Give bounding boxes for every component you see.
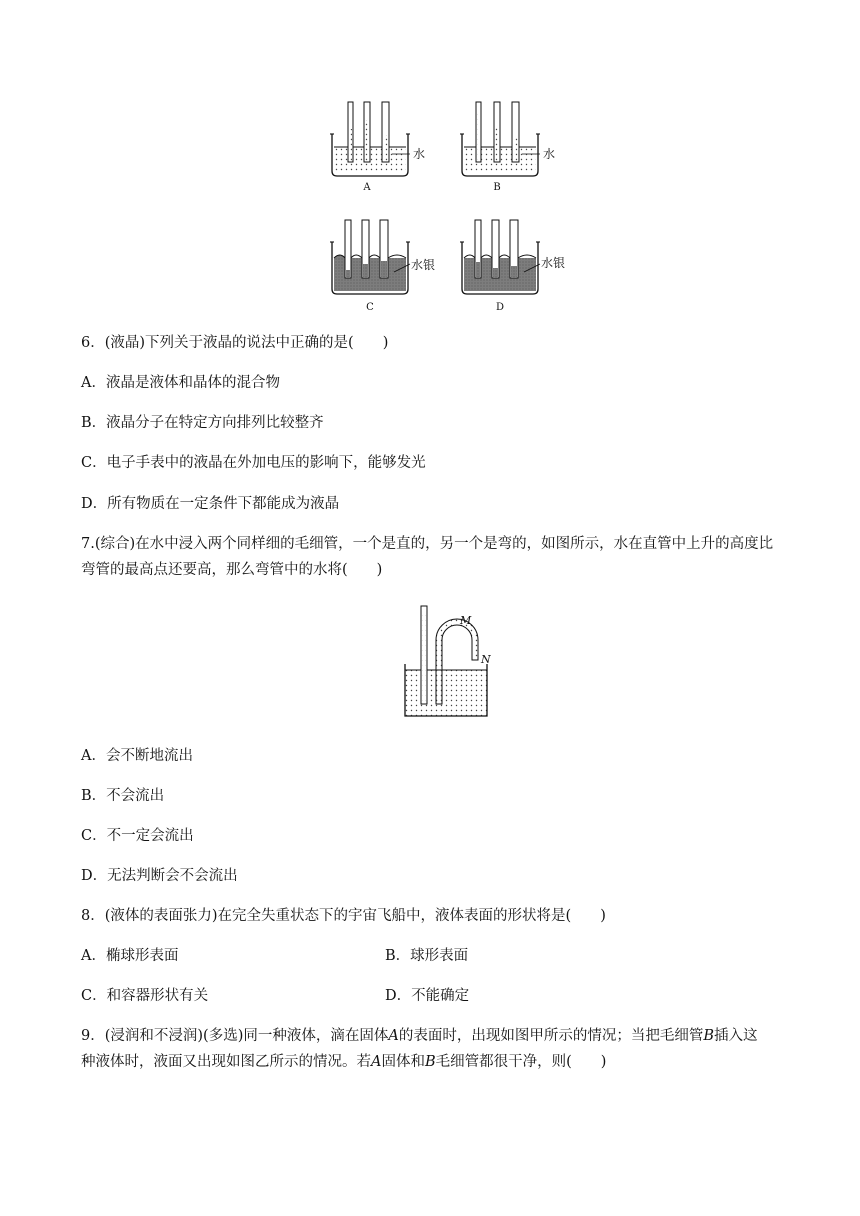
q7-option-d: D．无法判断会不会流出 — [81, 868, 238, 884]
q6-option-a: A．液晶是液体和晶体的混合物 — [81, 375, 280, 391]
q6-option-d: D．所有物质在一定条件下都能成为液晶 — [81, 496, 340, 512]
q7-stem-line2: 弯管的最高点还要高，那么弯管中的水将( ) — [81, 562, 383, 578]
q8-stem: 8．(液体的表面张力)在完全失重状态下的宇宙飞船中，液体表面的形状将是( ) — [81, 908, 606, 924]
panel-a-caption: A — [363, 182, 371, 193]
panel-c-caption: C — [366, 302, 374, 313]
panel-b — [460, 102, 555, 193]
q9-stem-line1 — [81, 1026, 758, 1046]
capillary-figure — [320, 98, 580, 318]
bent-tube-label-n: N — [481, 653, 491, 666]
bent-tube-figure-svg — [400, 604, 500, 722]
q8-option-b: B．球形表面 — [385, 948, 469, 964]
q9-var-b2: B — [424, 1054, 436, 1070]
q9-var-b: B — [703, 1028, 714, 1044]
panel-d — [460, 220, 565, 313]
q6-stem: 6．(液晶)下列关于液晶的说法中正确的是( ) — [81, 335, 389, 351]
q7-option-c: C．不一定会流出 — [81, 828, 194, 844]
q8-option-a: A．椭球形表面 — [81, 948, 179, 964]
panel-d-caption: D — [495, 302, 505, 313]
q7-option-a: A．会不断地流出 — [81, 748, 193, 764]
bent-tube-figure — [400, 604, 500, 722]
panel-d-liquid-label: 水银 — [541, 256, 566, 270]
q9-line1-part1: 9．(浸润和不浸润)(多选)同一种液体，滴在固体 — [81, 1028, 389, 1044]
panel-b-caption: B — [493, 182, 501, 193]
q9-line2-part3: 毛细管都很干净，则( ) — [435, 1054, 607, 1070]
q9-stem-line2 — [81, 1052, 606, 1072]
panel-b-liquid-label: 水 — [543, 147, 556, 161]
q6-option-b: B．液晶分子在特定方向排列比较整齐 — [81, 415, 324, 431]
q7-option-b: B．不会流出 — [81, 788, 165, 804]
bent-tube-label-m: M — [460, 614, 472, 627]
q9-var-a: A — [388, 1028, 399, 1044]
panel-c-liquid-label: 水银 — [411, 258, 436, 272]
panel-c — [330, 220, 435, 313]
panel-a-liquid-label: 水 — [413, 147, 426, 161]
q9-line1-part3: 插入这 — [714, 1028, 758, 1044]
q9-line2-part2: 固体和 — [381, 1054, 425, 1070]
q6-option-c: C．电子手表中的液晶在外加电压的影响下，能够发光 — [81, 455, 426, 471]
q8-option-d: D．不能确定 — [385, 988, 470, 1004]
q9-var-a2: A — [371, 1054, 382, 1070]
capillary-figure-svg — [320, 98, 580, 318]
q7-stem-line1: 7.(综合)在水中浸入两个同样细的毛细管，一个是直的，另一个是弯的，如图所示，水在直管中上升的高度比 — [81, 536, 774, 552]
q9-line1-part2: 的表面时，出现如图甲所示的情况；当把毛细管 — [398, 1028, 704, 1044]
q9-line2-part1: 种液体时，液面又出现如图乙所示的情况。若 — [81, 1054, 371, 1070]
panel-a — [330, 102, 425, 193]
q8-option-c: C．和容器形状有关 — [81, 988, 209, 1004]
